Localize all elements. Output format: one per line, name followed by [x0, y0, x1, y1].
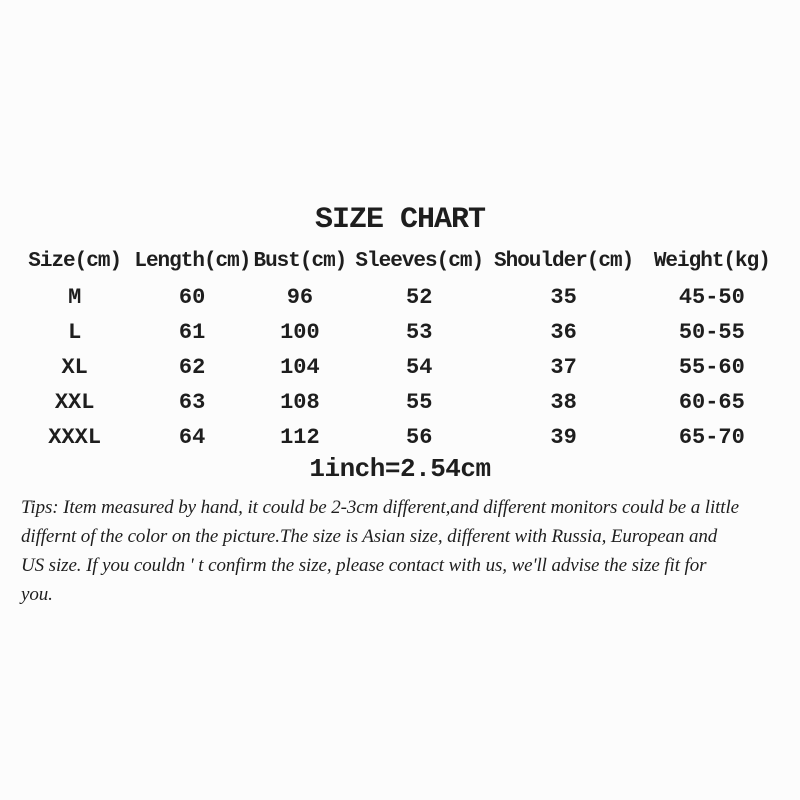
- column-header-0: Size(cm): [28, 250, 122, 273]
- column-header-1: Length(cm): [134, 250, 251, 273]
- table-cell: 60: [178, 285, 206, 310]
- table-cell: 36: [550, 320, 577, 345]
- table-cell: 108: [280, 390, 320, 415]
- table-row: [15, 280, 785, 315]
- column-header-5: Weight(kg): [653, 250, 770, 273]
- table-cell: 38: [550, 390, 577, 415]
- column-header-4: Shoulder(cm): [493, 250, 634, 273]
- column-header-3: Sleeves(cm): [355, 250, 484, 273]
- size-table: [15, 243, 785, 455]
- table-cell: 64: [178, 425, 206, 450]
- table-cell: 96: [286, 285, 314, 310]
- table-cell: 60-65: [678, 390, 745, 415]
- table-cell: 52: [406, 285, 433, 310]
- table-cell: 100: [280, 320, 320, 345]
- tips-line: US size. If you couldn ' t confirm the size, please contact with us, we'll advise the size fit for: [21, 555, 707, 576]
- table-cell: 53: [406, 320, 433, 345]
- table-cell: M: [68, 285, 82, 310]
- table-cell: 35: [550, 285, 577, 310]
- table-cell: 104: [280, 355, 320, 380]
- table-cell: 54: [406, 355, 433, 380]
- table-row: [15, 385, 785, 420]
- table-cell: XL: [61, 355, 88, 380]
- table-cell: 56: [406, 425, 433, 450]
- column-header-2: Bust(cm): [253, 250, 347, 273]
- table-cell: 63: [178, 390, 206, 415]
- table-cell: L: [68, 320, 82, 345]
- table-cell: 112: [280, 425, 320, 450]
- table-cell: 55: [406, 390, 433, 415]
- size-table-body: [15, 280, 785, 455]
- table-cell: 37: [550, 355, 577, 380]
- tips-line: differnt of the color on the picture.The size is Asian size, different with Russia, European and: [21, 526, 718, 547]
- table-row: [15, 350, 785, 385]
- size-table-header-row: [15, 243, 785, 280]
- page-title: SIZE CHART: [314, 203, 486, 237]
- tips-line: you.: [21, 584, 53, 605]
- table-cell: XXXL: [48, 425, 102, 450]
- table-row: [15, 315, 785, 350]
- table-cell: 55-60: [678, 355, 745, 380]
- table-row: [15, 420, 785, 455]
- table-cell: XXL: [54, 390, 95, 415]
- tips-paragraph: [21, 493, 783, 609]
- tips-line: Tips: Item measured by hand, it could be 2-3cm different,and different monitors could be a little: [21, 497, 739, 518]
- conversion-note: 1inch=2.54cm: [309, 454, 491, 484]
- table-cell: 50-55: [678, 320, 745, 345]
- table-cell: 65-70: [678, 425, 745, 450]
- table-cell: 62: [178, 355, 206, 380]
- table-cell: 61: [178, 320, 206, 345]
- table-cell: 45-50: [678, 285, 745, 310]
- table-cell: 39: [550, 425, 577, 450]
